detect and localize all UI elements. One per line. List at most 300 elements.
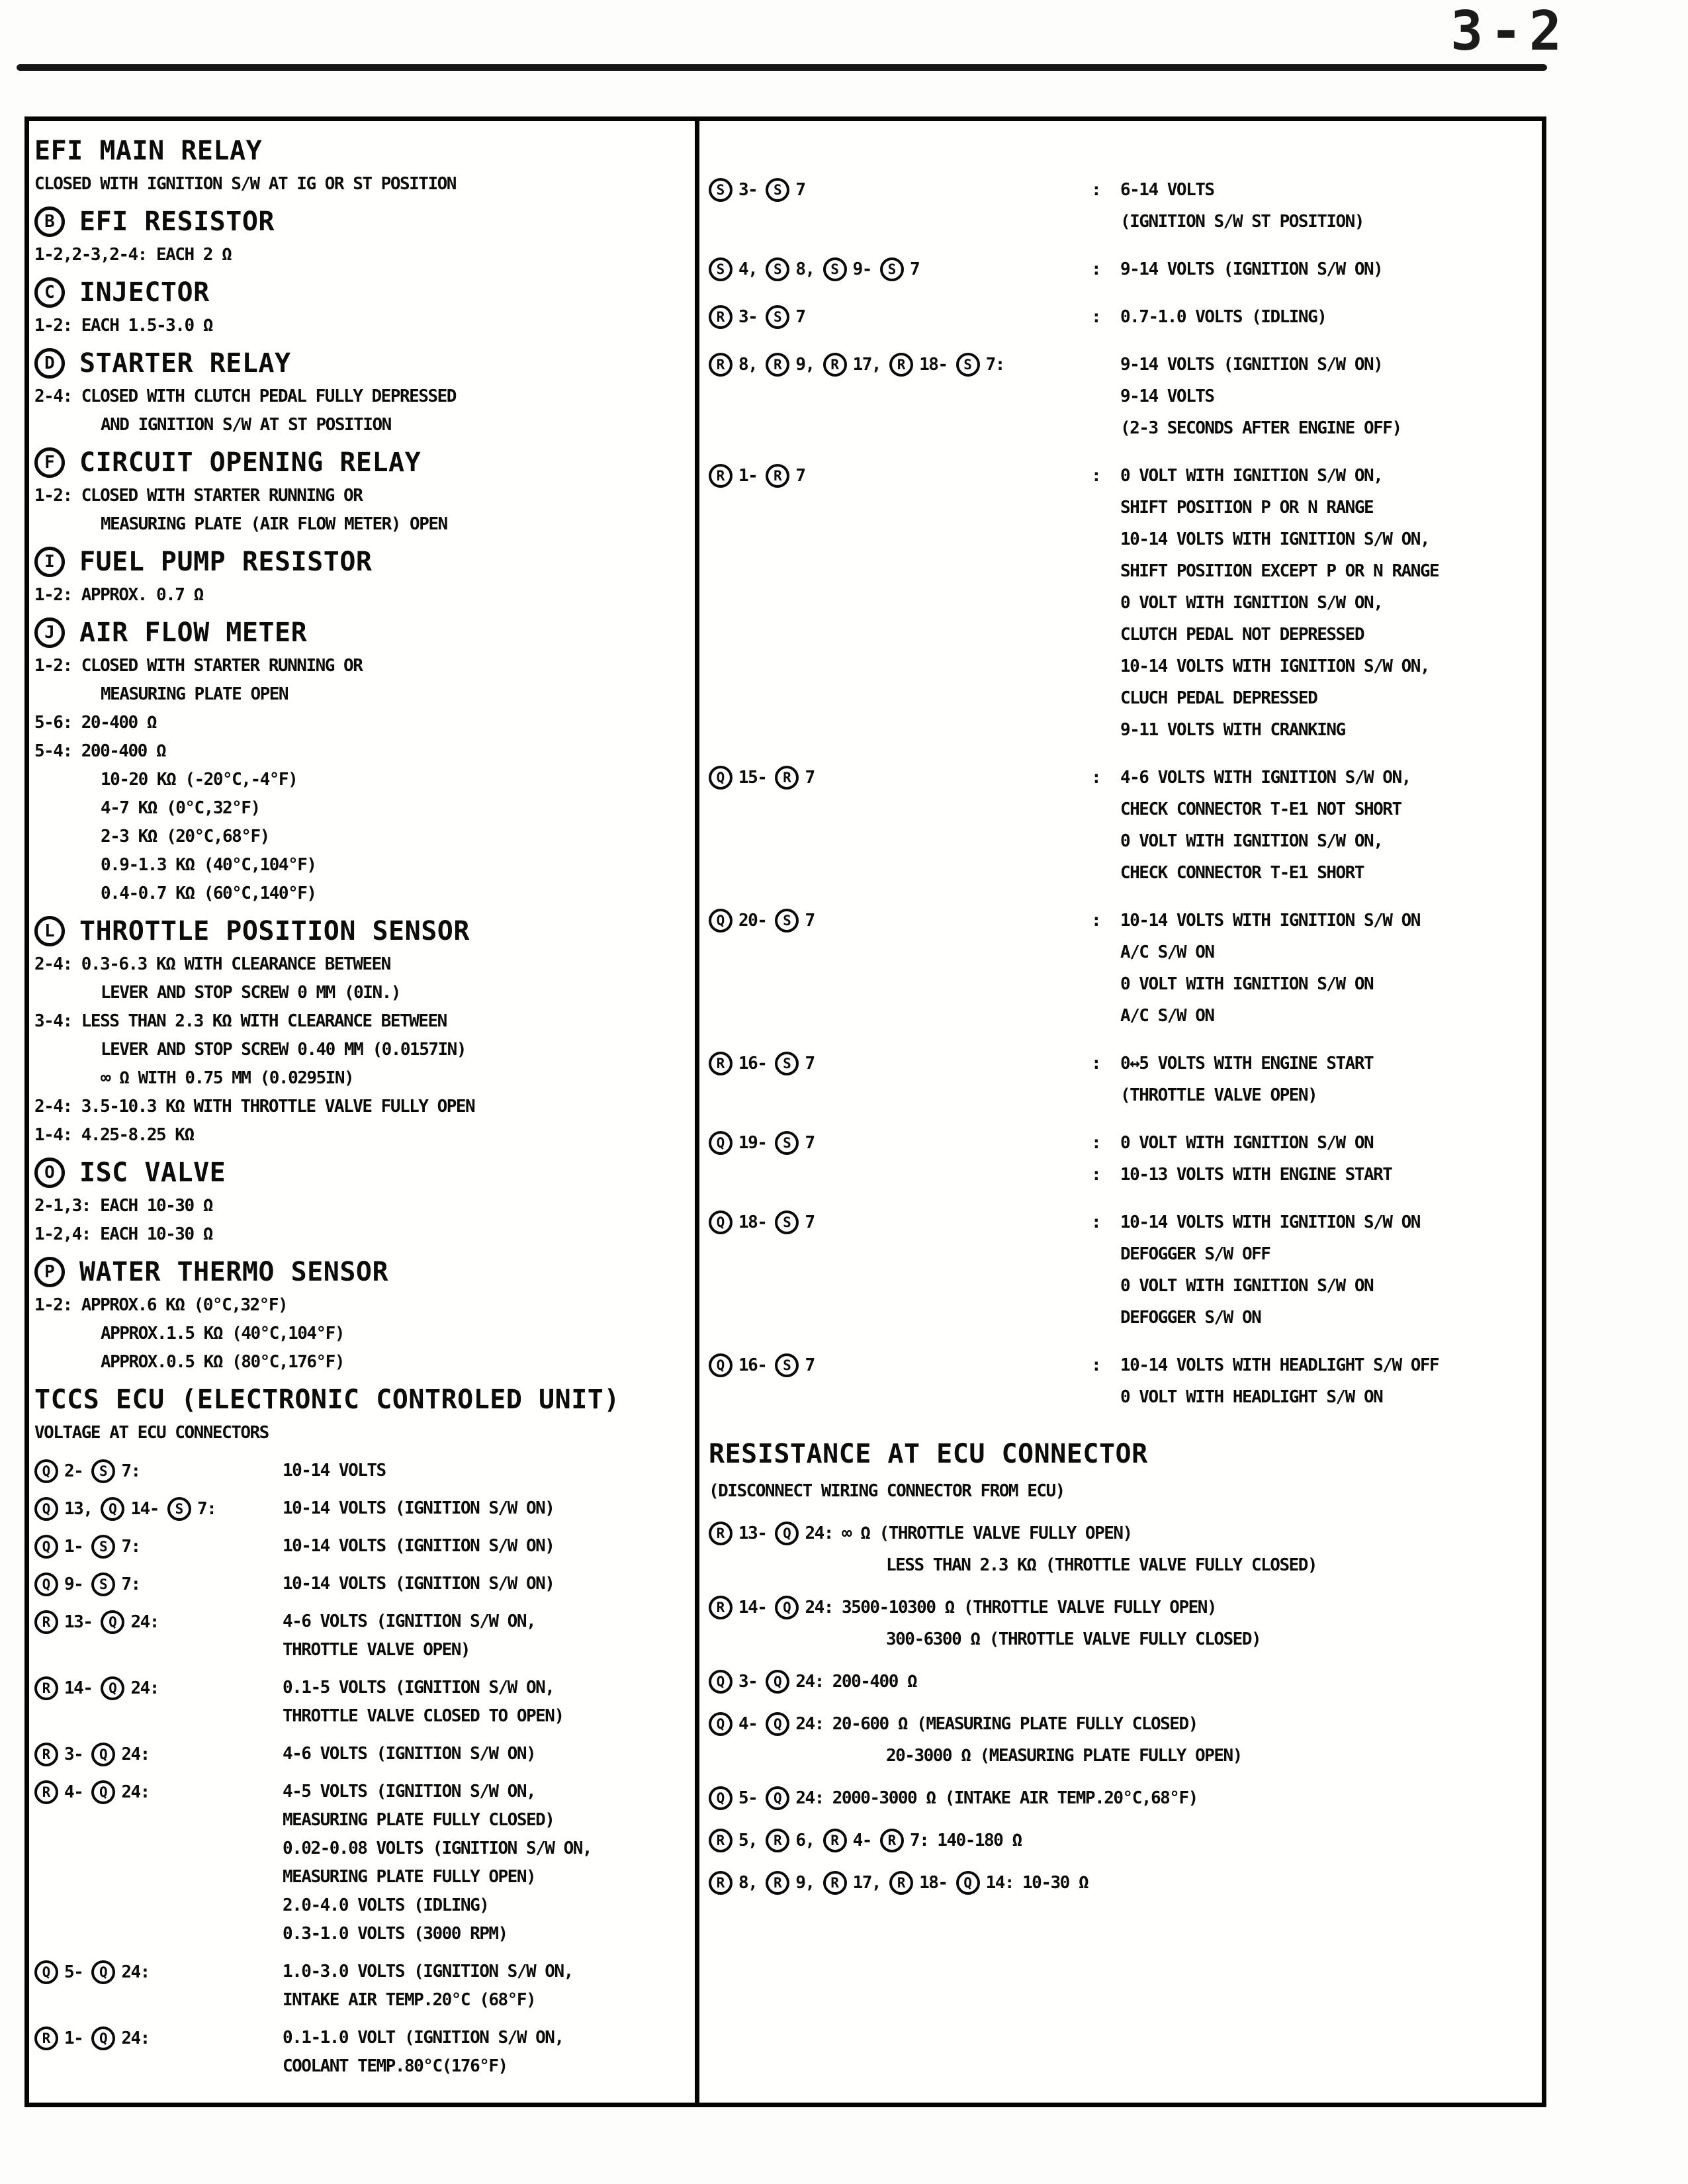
pin-spec [34,2024,283,2052]
value-line: 10-14 VOLTS (IGNITION S/W ON) [283,1536,555,1556]
colon-separator [1091,381,1120,412]
pin-spec [709,349,1091,381]
pin-number-text: 24: [130,1612,159,1632]
pin-spec [34,1608,283,1636]
section-circuit-opening-relay [34,443,693,539]
pin-number-text: 8, [795,259,815,279]
pin-number-text: 16- [738,1355,767,1375]
spec-line: APPROX.1.5 KΩ (40°C,104°F) [101,1324,344,1343]
value-text: 9-14 VOLTS (IGNITION S/W ON) [1120,355,1383,375]
circle-letter-Q: Q [101,1676,124,1700]
voltage-entry [709,762,1544,889]
value-line: 0.3-1.0 VOLTS (3000 RPM) [283,1924,508,1944]
resistance-value: 140-180 Ω [937,1831,1022,1850]
value-line [1091,794,1544,825]
spec-line: 5-6: 20-400 Ω [34,713,156,733]
circle-letter-Q: Q [34,1497,58,1521]
value-text: A/C S/W ON [1120,1006,1214,1026]
value-lines [1091,460,1544,746]
colon-separator [1091,1238,1120,1270]
colon-separator [1091,523,1120,555]
resistance-entry-main [709,1666,1544,1698]
circle-letter-R: R [766,1871,789,1895]
circle-letter-R: R [775,766,799,790]
section-throttle-position-sensor [34,912,693,1150]
spec-line: LEVER AND STOP SCREW 0.40 MM (0.0157IN) [101,1040,466,1060]
pin-number-text: 4, [738,259,758,279]
pin-number-text: 7 [805,768,815,788]
resistance-entry-main [709,1518,1544,1549]
circle-letter-Q: Q [775,1522,799,1545]
value-text: 0 VOLT WITH IGNITION S/W ON, [1120,466,1383,486]
value-line [1091,905,1544,936]
resistance-value-continued: 20-3000 Ω (MEASURING PLATE FULLY OPEN) [886,1746,1242,1766]
spec-line: VOLTAGE AT ECU CONNECTORS [34,1423,269,1443]
value-text: 4-6 VOLTS WITH IGNITION S/W ON, [1120,768,1411,788]
value-lines [1091,1127,1544,1191]
circle-letter-Q: Q [101,1497,124,1521]
circle-letter-Q: Q [34,1960,58,1984]
pin-number-text: 24: [805,1524,833,1543]
circle-letter-R: R [709,305,733,329]
resistance-value: 3500-10300 Ω (THROTTLE VALVE FULLY OPEN) [841,1598,1217,1617]
page-number: 3-2 [1450,0,1569,63]
section-efi-resistor [34,203,693,269]
pin-spec [34,1570,283,1598]
colon-separator [1091,206,1120,238]
colon-separator [1091,1302,1120,1334]
value-line [1091,492,1544,523]
value-text: 0 VOLT WITH IGNITION S/W ON, [1120,831,1383,851]
value-line [1091,1238,1544,1270]
spec-line: 1-2,2-3,2-4: EACH 2 Ω [34,245,232,265]
pin-spec [709,253,1091,285]
circle-letter-Q: Q [34,1459,58,1483]
section-heading [34,132,693,170]
resistance-entry-main [709,1867,1544,1899]
circle-letter-S: S [775,1052,799,1075]
value-line [1091,1159,1544,1191]
value-text: 10-14 VOLTS WITH IGNITION S/W ON [1120,1212,1420,1232]
resistance-entry-main [709,1825,1544,1856]
value-line: 10-14 VOLTS (IGNITION S/W ON) [283,1498,555,1518]
value-text: SHIFT POSITION EXCEPT P OR N RANGE [1120,561,1439,581]
spec-table [24,116,1546,2107]
pin-spec [709,1048,1091,1079]
spec-line: 2-4: 0.3-6.3 KΩ WITH CLEARANCE BETWEEN [34,954,390,974]
value-lines [283,1457,693,1485]
value-line [1091,523,1544,555]
value-text: A/C S/W ON [1120,942,1214,962]
value-text: CHECK CONNECTOR T-E1 NOT SHORT [1120,799,1401,819]
section-title: INJECTOR [79,277,210,308]
circle-letter-O: O [34,1158,65,1188]
pin-number-text: 7 [909,259,920,279]
circle-letter-S: S [766,305,789,329]
colon-separator [1091,794,1120,825]
pin-number-text: 3- [738,1672,758,1692]
pin-number-text: 13- [64,1612,93,1632]
circle-letter-R: R [709,1596,733,1619]
value-line [1091,857,1544,889]
pin-number-text: 7: [121,1461,140,1481]
pin-number-text: 24: [121,1782,150,1802]
value-text: (IGNITION S/W ST POSITION) [1120,212,1364,232]
value-line: MEASURING PLATE FULLY OPEN) [283,1867,536,1887]
circle-letter-R: R [34,2026,58,2050]
pin-number-text: 24: [795,1788,824,1808]
resistance-value: 200-400 Ω [832,1672,917,1692]
section-subtitle: (DISCONNECT WIRING CONNECTOR FROM ECU) [709,1481,1065,1501]
colon-separator [1091,492,1120,523]
spec-line: MEASURING PLATE (AIR FLOW METER) OPEN [101,514,447,534]
resistance-value-continued: 300-6300 Ω (THROTTLE VALVE FULLY CLOSED) [886,1629,1261,1649]
colon-separator [1091,555,1120,587]
colon-separator: : [1091,466,1101,486]
pin-number-text: 14- [130,1498,159,1519]
resistance-entry [709,1708,1544,1772]
pin-spec [709,174,1091,206]
value-lines [283,2024,693,2081]
colon-separator: : [1091,1133,1101,1153]
voltage-entry [709,253,1544,285]
pin-spec [709,762,1091,794]
value-line [1091,587,1544,619]
pin-spec [34,1494,283,1523]
value-text: 0.7-1.0 VOLTS (IDLING) [1120,307,1327,327]
circle-letter-R: R [709,464,733,488]
pin-number-text: 7 [795,180,805,200]
value-text: 0 VOLT WITH IGNITION S/W ON [1120,1276,1374,1296]
circle-letter-Q: Q [91,2026,115,2050]
spec-line: 2-3 KΩ (20°C,68°F) [101,827,269,846]
pin-number-text: 5, [738,1831,758,1850]
section-air-flow-meter [34,614,693,908]
pin-number-text: 7 [805,1355,815,1375]
circle-letter-R: R [766,464,789,488]
circle-letter-Q: Q [709,766,733,790]
pin-number-text: 1- [64,1536,83,1557]
section-isc-valve [34,1154,693,1249]
value-text: 10-13 VOLTS WITH ENGINE START [1120,1165,1392,1185]
circle-letter-Q: Q [709,1210,733,1234]
voltage-entry [709,349,1544,444]
section-title: EFI MAIN RELAY [34,136,263,166]
circle-letter-S: S [91,1535,115,1559]
value-line: THROTTLE VALVE CLOSED TO OPEN) [283,1706,564,1726]
value-line [1091,555,1544,587]
resistance-entry [709,1782,1544,1814]
pin-number-text: 9- [852,259,871,279]
voltage-entry [709,1349,1544,1413]
circle-letter-R: R [34,1610,58,1634]
resistance-entry-main [709,1782,1544,1814]
value-line [1091,1079,1544,1111]
spec-line: ∞ Ω WITH 0.75 MM (0.0295IN) [101,1068,354,1088]
pin-spec [709,905,1091,936]
section-tccs-ecu-electronic-controled-unit [34,1381,693,1447]
circle-letter-B: B [34,206,65,237]
value-line [1091,1302,1544,1334]
circle-letter-D: D [34,348,65,379]
value-text: 0 VOLT WITH IGNITION S/W ON, [1120,593,1383,613]
section-title: THROTTLE POSITION SENSOR [79,916,470,946]
pin-spec [709,460,1091,492]
colon-separator [1091,651,1120,682]
value-line: 10-14 VOLTS (IGNITION S/W ON) [283,1574,555,1594]
value-text: (2-3 SECONDS AFTER ENGINE OFF) [1120,418,1401,438]
value-text: CLUCH PEDAL DEPRESSED [1120,688,1317,708]
value-lines [283,1958,693,2015]
spec-line: CLOSED WITH IGNITION S/W AT IG OR ST POSITION [34,174,456,194]
value-line [1091,1270,1544,1302]
circle-letter-R: R [766,1829,789,1852]
circle-letter-S: S [775,1131,799,1155]
pin-spec [709,1206,1091,1238]
pin-number-text: 7 [805,1133,815,1153]
value-text: 9-14 VOLTS (IGNITION S/W ON) [1120,259,1383,279]
voltage-entry [34,1740,693,1768]
pin-number-text: 9- [64,1574,83,1594]
value-line [1091,253,1544,285]
circle-letter-S: S [709,178,733,202]
circle-letter-R: R [34,1780,58,1804]
circle-letter-Q: Q [101,1610,124,1634]
spec-line: APPROX.0.5 KΩ (80°C,176°F) [101,1352,344,1372]
value-line: 10-14 VOLTS [283,1461,386,1480]
circle-letter-Q: Q [709,1353,733,1377]
circle-letter-Q: Q [34,1572,58,1596]
pin-number-text: 4- [852,1831,871,1850]
voltage-entry [709,1127,1544,1191]
value-text: (THROTTLE VALVE OPEN) [1120,1085,1317,1105]
section-water-thermo-sensor [34,1253,693,1377]
resistance-entry [709,1867,1544,1899]
value-line [1091,1381,1544,1413]
pin-number-text: 3- [738,307,758,327]
spec-line: 5-4: 200-400 Ω [34,741,166,761]
colon-separator [1091,714,1120,746]
value-text: DEFOGGER S/W ON [1120,1308,1261,1328]
spec-line: AND IGNITION S/W AT ST POSITION [101,415,391,435]
circle-letter-Q: Q [709,909,733,933]
section-title: AIR FLOW METER [79,617,308,648]
pin-number-text: 1- [738,466,758,486]
section-heading [34,273,693,312]
circle-letter-S: S [775,1353,799,1377]
colon-separator [1091,619,1120,651]
pin-number-text: 24: [121,1962,150,1982]
circle-letter-S: S [91,1572,115,1596]
pin-spec [34,1674,283,1702]
pin-number-text: 8, [738,1873,758,1893]
value-lines [283,1778,693,1948]
resistance-entry-main [709,1592,1544,1623]
resistance-entry [709,1825,1544,1856]
pin-number-text: 5- [738,1788,758,1808]
colon-separator [1091,587,1120,619]
resistance-value: 2000-3000 Ω (INTAKE AIR TEMP.20°C,68°F) [832,1788,1198,1808]
circle-letter-R: R [889,353,913,377]
voltage-entry [34,1457,693,1485]
spec-line: 2-4: CLOSED WITH CLUTCH PEDAL FULLY DEPRESSED [34,387,456,406]
voltage-entry [709,1206,1544,1334]
circle-letter-F: F [34,447,65,478]
value-line [1091,206,1544,238]
value-line [1091,825,1544,857]
pin-spec [709,1127,1091,1159]
circle-letter-Q: Q [775,1596,799,1619]
circle-letter-R: R [34,1676,58,1700]
pin-number-text: 2- [64,1461,83,1481]
resistance-value-continued: LESS THAN 2.3 KΩ (THROTTLE VALVE FULLY CLOSED) [886,1555,1317,1575]
colon-separator [1091,968,1120,1000]
voltage-entry [34,1532,693,1561]
circle-letter-S: S [775,909,799,933]
pin-number-text: 24: [121,1744,150,1764]
pin-number-text: 7 [795,307,805,327]
circle-letter-C: C [34,277,65,308]
section-heading [34,1381,693,1419]
circle-letter-S: S [823,257,847,281]
spec-line: LEVER AND STOP SCREW 0 MM (0IN.) [101,983,400,1003]
colon-separator: : [1091,1212,1101,1232]
circle-letter-R: R [709,1871,733,1895]
resistance-entry-main [709,1708,1544,1740]
value-text: 9-14 VOLTS [1120,387,1214,406]
pin-number-text: 14- [64,1678,93,1698]
value-line [1091,968,1544,1000]
value-line: 4-6 VOLTS (IGNITION S/W ON, [283,1612,536,1631]
value-line: 0.02-0.08 VOLTS (IGNITION S/W ON, [283,1839,592,1858]
pin-number-text: 13- [738,1524,767,1543]
value-line [1091,1349,1544,1381]
colon-separator [1091,1000,1120,1032]
colon-separator [1091,1079,1120,1111]
pin-number-text: 9, [795,1873,815,1893]
pin-number-text: 17, [852,355,881,375]
circle-letter-S: S [766,257,789,281]
circle-letter-R: R [889,1871,913,1895]
voltage-entry [34,1674,693,1731]
pin-number-text: 24: [795,1672,824,1692]
value-line: THROTTLE VALVE OPEN) [283,1640,470,1660]
section-heading [34,443,693,482]
circle-letter-Q: Q [766,1786,789,1810]
circle-letter-Q: Q [91,1743,115,1766]
voltage-entry [34,1778,693,1948]
pin-number-text: 4- [64,1782,83,1802]
colon-separator: : [1091,768,1101,788]
spec-line: 10-20 KΩ (-20°C,-4°F) [101,770,298,790]
pin-number-text: 7: [121,1574,140,1594]
value-lines [1091,1048,1544,1111]
left-column [29,121,695,2103]
value-lines [283,1570,693,1598]
pin-number-text: 5- [64,1962,83,1982]
colon-separator [1091,825,1120,857]
colon-separator: : [1091,1054,1101,1073]
colon-separator [1091,1381,1120,1413]
colon-separator: : [1091,259,1101,279]
value-lines [1091,762,1544,889]
pin-number-text: 14: [985,1873,1014,1893]
circle-letter-Q: Q [709,1712,733,1736]
voltage-entry [34,1494,693,1523]
resistance-value: ∞ Ω (THROTTLE VALVE FULLY OPEN) [841,1524,1132,1543]
colon-separator: : [1091,911,1101,931]
pin-spec [34,1958,283,1986]
voltage-entry [34,1570,693,1598]
value-line: 0.1-1.0 VOLT (IGNITION S/W ON, [283,2028,564,2048]
pin-number-text: 3- [738,180,758,200]
spec-line: 1-4: 4.25-8.25 KΩ [34,1125,194,1145]
pin-number-text: 14- [738,1598,767,1617]
value-line [1091,936,1544,968]
value-text: SHIFT POSITION P OR N RANGE [1120,498,1374,518]
pin-number-text: 7: [985,355,1004,375]
voltage-entry [709,301,1544,333]
section-title: STARTER RELAY [79,348,291,379]
spec-line: 0.4-0.7 KΩ (60°C,140°F) [101,884,316,903]
value-text: 0 VOLT WITH IGNITION S/W ON [1120,974,1374,994]
pin-number-text: 7: [909,1831,929,1850]
colon-separator [1091,936,1120,968]
section-heading-resistance: RESISTANCE AT ECU CONNECTOR [709,1439,1148,1469]
value-lines [1091,1206,1544,1334]
circle-letter-Q: Q [956,1871,980,1895]
section-title: ISC VALVE [79,1158,226,1188]
section-heading [34,1154,693,1192]
circle-letter-S: S [709,257,733,281]
circle-letter-S: S [91,1459,115,1483]
value-lines [283,1608,693,1664]
circle-letter-Q: Q [709,1786,733,1810]
value-text: 10-14 VOLTS WITH IGNITION S/W ON, [1120,529,1430,549]
pin-number-text: 7 [805,911,815,931]
spec-line: 3-4: LESS THAN 2.3 KΩ WITH CLEARANCE BETWEEN [34,1011,447,1031]
voltage-entry [709,460,1544,746]
pin-spec [34,1532,283,1561]
pin-number-text: 7 [805,1212,815,1232]
section-heading [34,1253,693,1291]
colon-separator [1091,857,1120,889]
section-heading [34,912,693,950]
pin-number-text: 16- [738,1054,767,1073]
pin-number-text: 6, [795,1831,815,1850]
right-column [699,121,1546,2103]
pin-number-text: 19- [738,1133,767,1153]
colon-separator: : [1091,180,1101,200]
circle-letter-R: R [766,353,789,377]
pin-number-text: 8, [738,355,758,375]
colon-separator: : [1091,307,1101,327]
value-line [1091,619,1544,651]
value-text: 10-14 VOLTS WITH IGNITION S/W ON [1120,911,1420,931]
spec-line: 1-2: APPROX. 0.7 Ω [34,585,203,605]
value-line [1091,412,1544,444]
value-line [1091,460,1544,492]
pin-number-text: 3- [64,1744,83,1764]
spec-line: 1-2: APPROX.6 KΩ (0°C,32°F) [34,1295,288,1315]
pin-number-text: 24: [795,1714,824,1734]
pin-number-text: 15- [738,768,767,788]
section-heading [34,614,693,652]
section-starter-relay [34,344,693,439]
pin-number-text: 18- [919,355,948,375]
value-line: 0.1-5 VOLTS (IGNITION S/W ON, [283,1678,555,1698]
value-line [1091,381,1544,412]
